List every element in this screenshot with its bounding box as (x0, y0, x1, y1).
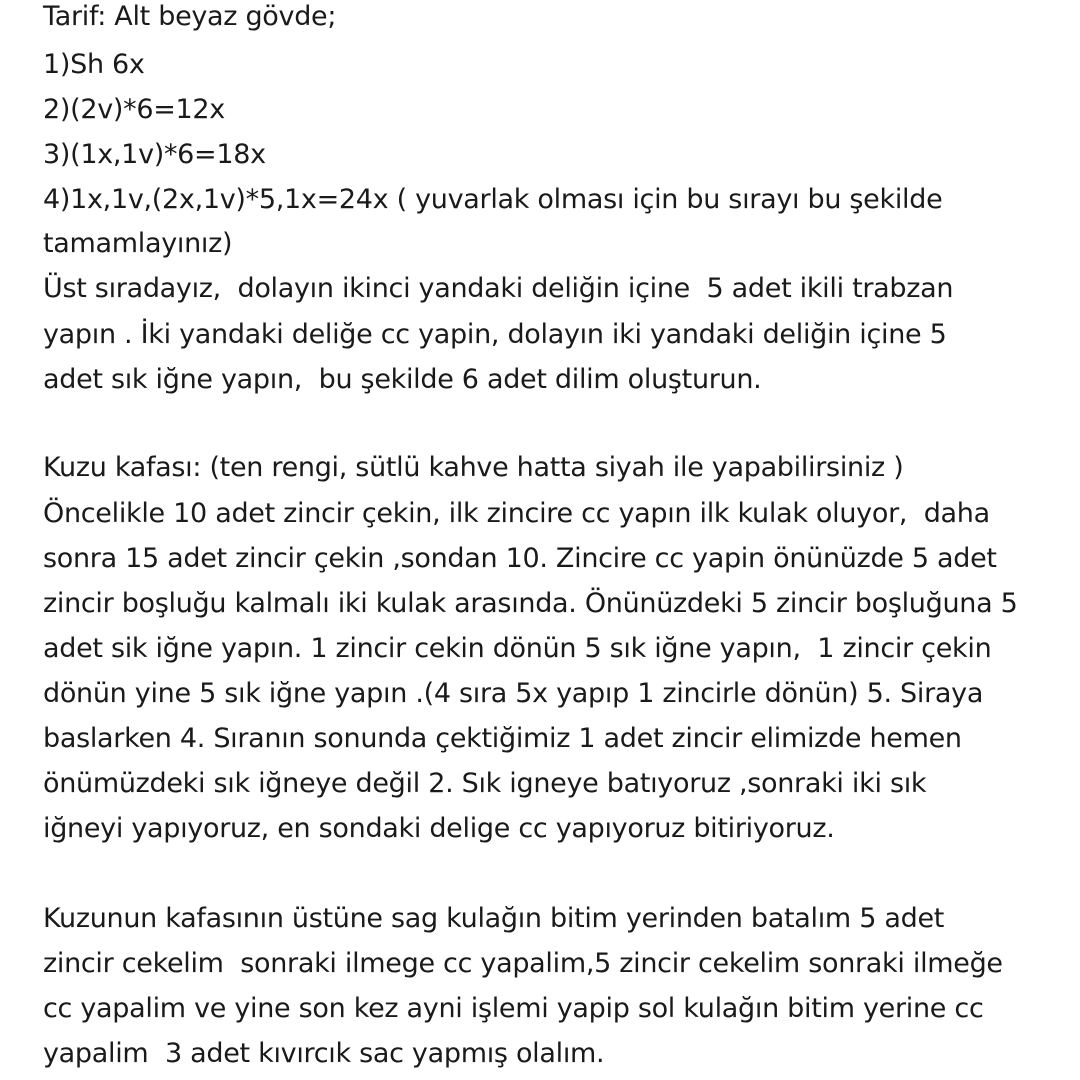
body-step-4: 4)1x,1v,(2x,1v)*5,1x=24x ( yuvarlak olması için bu sırayı bu şekilde (43, 184, 943, 215)
head-paragraph-line: baslarken 4. Sıranın sonunda çektiğimiz 1 adet zincir elimizde hemen (43, 723, 962, 754)
head-paragraph-line: adet sik iğne yapın. 1 zincir cekin dönün 5 sık iğne yapın, 1 zincir çekin (43, 633, 992, 664)
head-paragraph-line: iğneyi yapıyoruz, en sondaki delige cc yapıyoruz bitiriyoruz. (43, 813, 835, 844)
head-paragraph-line: sonra 15 adet zincir çekin ,sondan 10. Zincire cc yapin önünüzde 5 adet (43, 543, 997, 574)
curls-paragraph-line: Kuzunun kafasının üstüne sag kulağın bitim yerinden batalım 5 adet (43, 903, 945, 934)
head-section-title: Kuzu kafası: (ten rengi, sütlü kahve hatta siyah ile yapabilirsiniz ) (43, 452, 904, 483)
body-paragraph-line: Üst sıradayız, dolayın ikinci yandaki deliğin içine 5 adet ikili trabzan (43, 273, 954, 304)
curls-paragraph-line: zincir cekelim sonraki ilmege cc yapalim,5 zincir cekelim sonraki ilmeğe (43, 948, 1003, 979)
curls-paragraph-line: yapalim 3 adet kıvırcık sac yapmış olalım. (43, 1038, 605, 1069)
head-paragraph-line: Öncelikle 10 adet zincir çekin, ilk zincire cc yapın ilk kulak oluyor, daha (43, 498, 990, 529)
head-paragraph-line: zincir boşluğu kalmalı iki kulak arasında. Önünüzdeki 5 zincir boşluğuna 5 (43, 588, 1018, 619)
head-paragraph-line: önümüzdeki sık iğneye değil 2. Sık igneye batıyoruz ,sonraki iki sık (43, 768, 927, 799)
head-paragraph-line: dönün yine 5 sık iğne yapın .(4 sıra 5x yapıp 1 zincirle dönün) 5. Siraya (43, 678, 984, 709)
curls-paragraph-line: cc yapalim ve yine son kez ayni işlemi yapip sol kulağın bitim yerine cc (43, 993, 984, 1024)
body-paragraph-line: yapın . İki yandaki deliğe cc yapin, dolayın iki yandaki deliğin içine 5 (43, 319, 947, 350)
recipe-title: Tarif: Alt beyaz gövde; (43, 1, 337, 32)
body-step-4-cont: tamamlayınız) (43, 228, 233, 259)
body-step-3: 3)(1x,1v)*6=18x (43, 139, 266, 170)
body-paragraph-line: adet sık iğne yapın, bu şekilde 6 adet dilim oluşturun. (43, 364, 762, 395)
body-step-2: 2)(2v)*6=12x (43, 94, 225, 125)
body-step-1: 1)Sh 6x (43, 49, 145, 80)
